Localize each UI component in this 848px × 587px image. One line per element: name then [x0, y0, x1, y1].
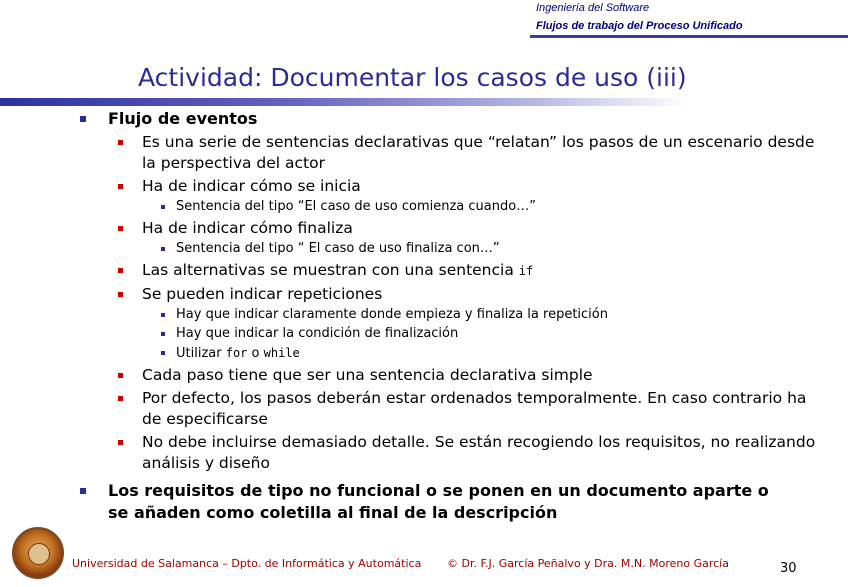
sub-bullet-text: Ha de indicar cómo se inicia [142, 177, 361, 195]
sub-sub-bullet-text: Utilizar [176, 346, 226, 361]
sub-sub-bullet-text: Hay que indicar la condición de finalización [176, 326, 459, 341]
bullet-list [0, 108, 848, 524]
sub-sub-bullet [0, 325, 848, 343]
sub-sub-bullet-text: Sentencia del tipo “El caso de uso comienza cuando…” [176, 199, 536, 214]
university-seal-logo [12, 527, 64, 579]
square-bullet-icon [118, 440, 123, 445]
square-bullet-icon [161, 247, 165, 251]
square-bullet-icon [118, 140, 123, 145]
footer-institution: Universidad de Salamanca – Dpto. de Informática y Automática [72, 557, 422, 570]
square-bullet-icon [118, 226, 123, 231]
header-course: Ingeniería del Software [536, 2, 650, 14]
code-for: for [225, 346, 248, 360]
code-while: while [263, 346, 300, 360]
sub-bullet-text: Es una serie de sentencias declarativas que “relatan” los pasos de un escenario desde la perspectiva del actor [142, 133, 815, 172]
code-if: if [518, 264, 534, 278]
slide-title: Actividad: Documentar los casos de uso (iii) [138, 63, 687, 92]
sub-bullet-text: Las alternativas se muestran con una sentencia [142, 261, 519, 279]
footer-authors: © Dr. F.J. García Peñalvo y Dra. M.N. Moreno García [447, 557, 729, 570]
header-rule [530, 35, 848, 38]
bullet-flujo-de-eventos [0, 108, 848, 130]
seal-center-icon [28, 543, 50, 565]
sub-sub-bullet [0, 240, 848, 258]
sub-bullet-text: Se pueden indicar repeticiones [142, 285, 383, 303]
sub-bullet-text: Por defecto, los pasos deberán estar ordenados temporalmente. En caso contrario ha de especificarse [142, 389, 807, 428]
square-bullet-icon [118, 184, 123, 189]
square-bullet-icon [161, 205, 165, 209]
sub-bullet [0, 260, 848, 282]
header-topic: Flujos de trabajo del Proceso Unificado [536, 20, 743, 32]
sub-bullet [0, 365, 848, 386]
square-bullet-icon [80, 116, 86, 122]
sub-bullet [0, 432, 848, 474]
sub-bullet [0, 176, 848, 197]
square-bullet-icon [118, 373, 123, 378]
sub-bullet [0, 284, 848, 305]
square-bullet-icon [161, 332, 165, 336]
sub-bullet-text: Ha de indicar cómo finaliza [142, 219, 353, 237]
sub-bullet [0, 132, 848, 174]
square-bullet-icon [118, 292, 123, 297]
sub-bullet [0, 218, 848, 239]
bullet-text: Los requisitos de tipo no funcional o se ponen en un documento aparte o se añaden como coletilla al final de la descripción [108, 481, 769, 522]
square-bullet-icon [161, 351, 165, 355]
sub-sub-bullet [0, 198, 848, 216]
slide-content [0, 106, 848, 524]
square-bullet-icon [80, 488, 86, 494]
sub-sub-bullet-text: Sentencia del tipo “ El caso de uso finaliza con…” [176, 241, 500, 256]
square-bullet-icon [118, 396, 123, 401]
sub-sub-bullet [0, 344, 848, 363]
page-number: 30 [780, 561, 797, 576]
square-bullet-icon [118, 268, 123, 273]
square-bullet-icon [161, 313, 165, 317]
bullet-requisitos-no-funcionales [0, 480, 848, 524]
sub-bullet [0, 388, 848, 430]
sub-sub-bullet [0, 306, 848, 324]
sub-bullet-text: No debe incluirse demasiado detalle. Se están recogiendo los requisitos, no realizando análisis y diseño [142, 433, 816, 472]
bullet-text: Flujo de eventos [108, 109, 258, 128]
sub-sub-bullet-text: Hay que indicar claramente donde empieza y finaliza la repetición [176, 307, 608, 322]
sub-sub-bullet-text: o [247, 346, 264, 361]
sub-bullet-text: Cada paso tiene que ser una sentencia declarativa simple [142, 366, 593, 384]
title-gradient-bar [0, 98, 690, 106]
